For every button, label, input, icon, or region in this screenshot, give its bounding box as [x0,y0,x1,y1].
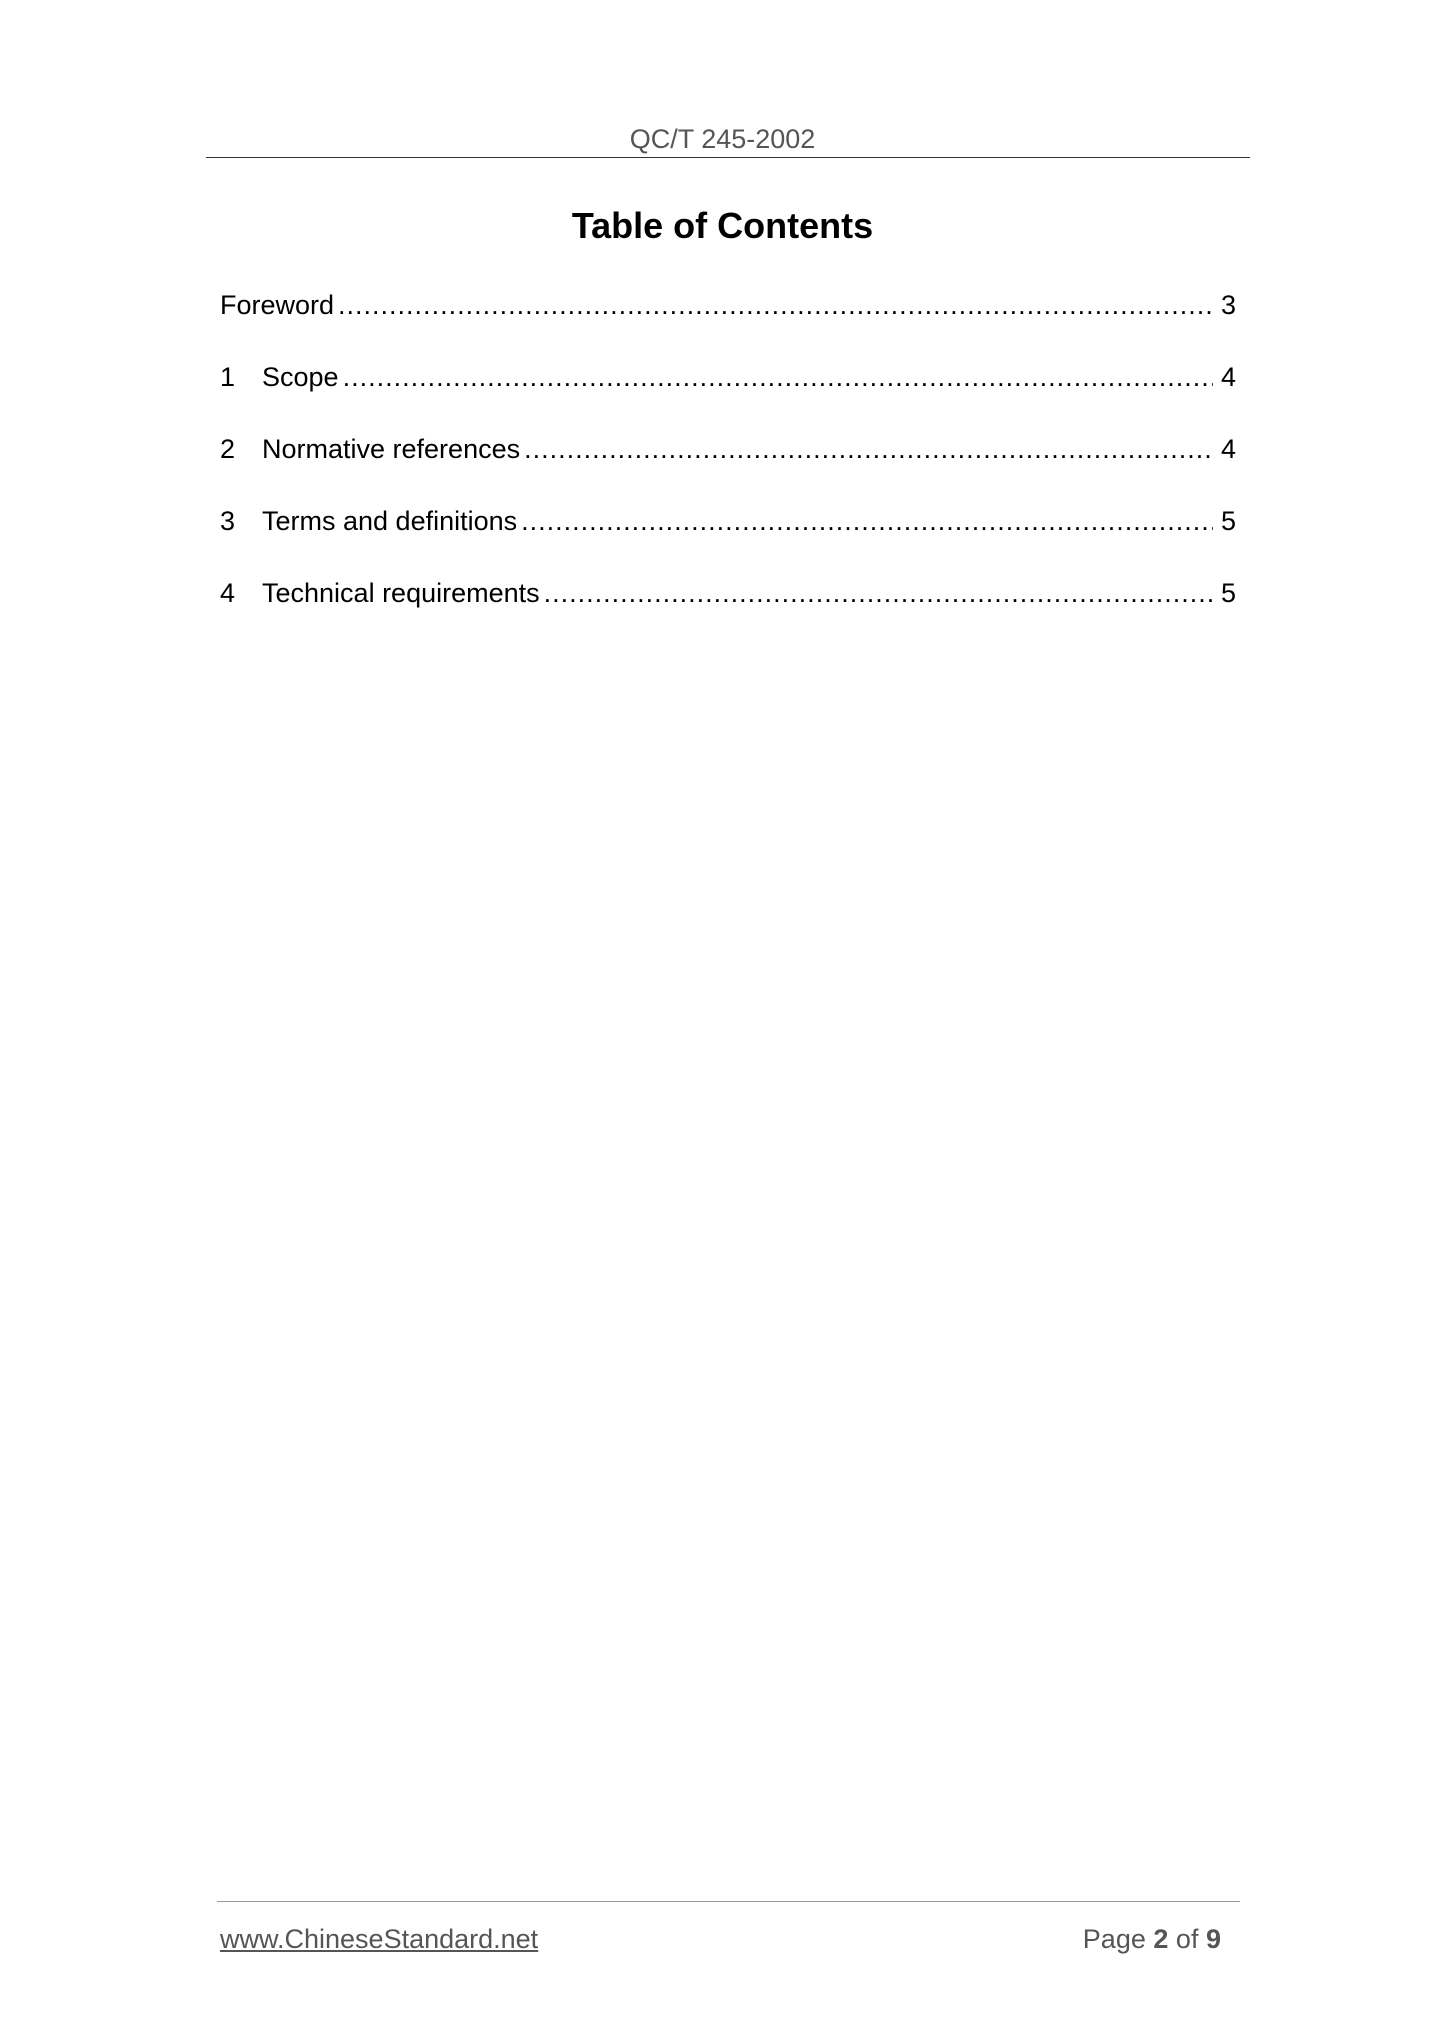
toc-entry-terms-and-definitions[interactable] [220,504,1236,576]
toc-dot-leader [524,432,1213,466]
current-page: 2 [1153,1924,1169,1954]
toc-title: Table of Contents [571,205,874,246]
header-divider [206,157,1250,158]
toc-entry-normative-references[interactable] [220,432,1236,504]
toc-list [220,288,1236,648]
footer-divider [217,1901,1240,1902]
toc-entry-page: 4 [1220,434,1236,464]
footer-page-number [1083,1922,1221,1956]
toc-entry-technical-requirements[interactable] [220,576,1236,648]
total-pages: 9 [1205,1924,1221,1954]
toc-dot-leader [544,576,1213,610]
toc-dot-leader [338,288,1213,322]
toc-entry-page: 3 [1220,290,1236,320]
footer-website-link[interactable]: www.ChineseStandard.net [220,1924,539,1954]
toc-entry-number: 1 [220,362,236,392]
toc-entry-label: Technical requirements [262,578,540,608]
toc-entry-label: Foreword [220,290,335,320]
toc-dot-leader [343,360,1213,394]
toc-entry-label: Normative references [262,434,521,464]
toc-entry-scope[interactable] [220,360,1236,432]
toc-entry-number: 2 [220,434,236,464]
toc-entry-page: 5 [1220,506,1236,536]
toc-entry-page: 5 [1220,578,1236,608]
toc-entry-number: 4 [220,578,236,608]
toc-entry-page: 4 [1220,362,1236,392]
page-separator: of [1175,1924,1199,1954]
header-document-id: QC/T 245-2002 [629,124,816,154]
toc-entry-number: 3 [220,506,236,536]
toc-entry-label: Scope [262,362,339,392]
toc-entry-foreword[interactable] [220,288,1236,360]
page-prefix: Page [1082,1924,1146,1954]
toc-dot-leader [521,504,1213,538]
toc-entry-label: Terms and definitions [262,506,518,536]
